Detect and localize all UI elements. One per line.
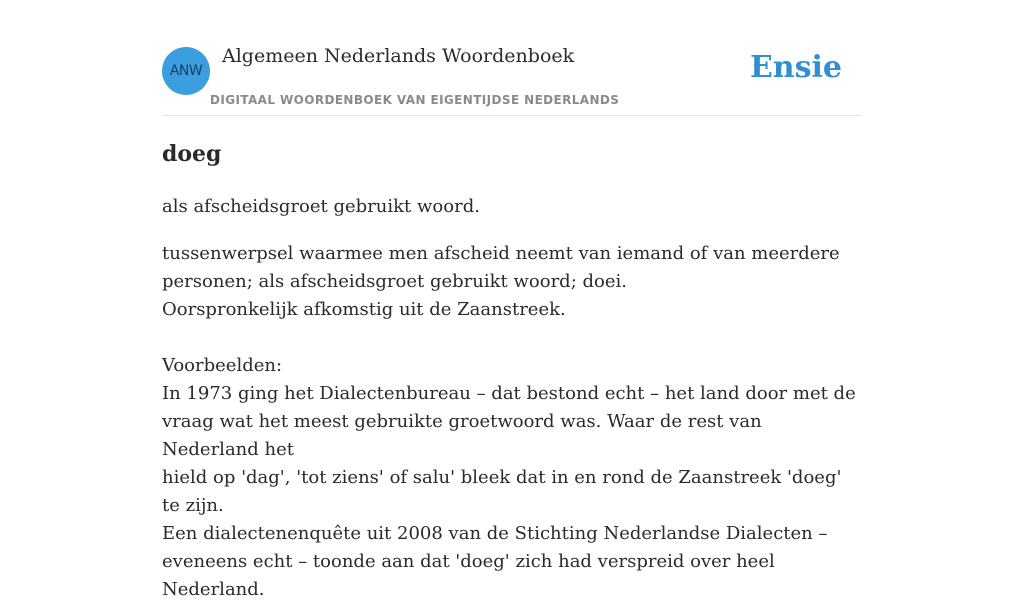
site-header [162,0,862,116]
short-definition: als afscheidsgroet gebruikt woord. [162,196,480,217]
definition-line: Oorspronkelijk afkomstig uit de Zaanstreek. [162,299,566,320]
example-line: Een dialectenenquête uit 2008 van de Stichting Nederlandse Dialecten – [162,523,828,544]
example-line: hield op 'dag', 'tot ziens' of salu' bleek dat in en rond de Zaanstreek 'doeg' te zijn. [162,467,842,516]
anw-logo[interactable]: ANW [162,47,210,95]
example-line: In 1973 ging het Dialectenbureau – dat bestond echt – het land door met de [162,383,856,404]
entry-word: doeg [162,141,222,167]
example-line: vraag wat het meest gebruikte groetwoord was. Waar de rest van Nederland het [162,411,762,460]
example-line: eveneens echt – toonde aan dat 'doeg' zich had verspreid over heel Nederland. [162,551,775,600]
dictionary-subtitle: DIGITAAL WOORDENBOEK VAN EIGENTIJDSE NEDERLANDS [210,93,620,107]
ensie-logo[interactable]: Ensie [749,50,842,85]
examples-label: Voorbeelden: [162,355,283,376]
dictionary-title[interactable]: Algemeen Nederlands Woordenboek [222,45,575,67]
definition-line: personen; als afscheidsgroet gebruikt woord; doei. [162,271,627,292]
definition-line: tussenwerpsel waarmee men afscheid neemt van iemand of van meerdere [162,243,840,264]
definition-block [162,240,862,604]
entry-content [162,139,862,604]
